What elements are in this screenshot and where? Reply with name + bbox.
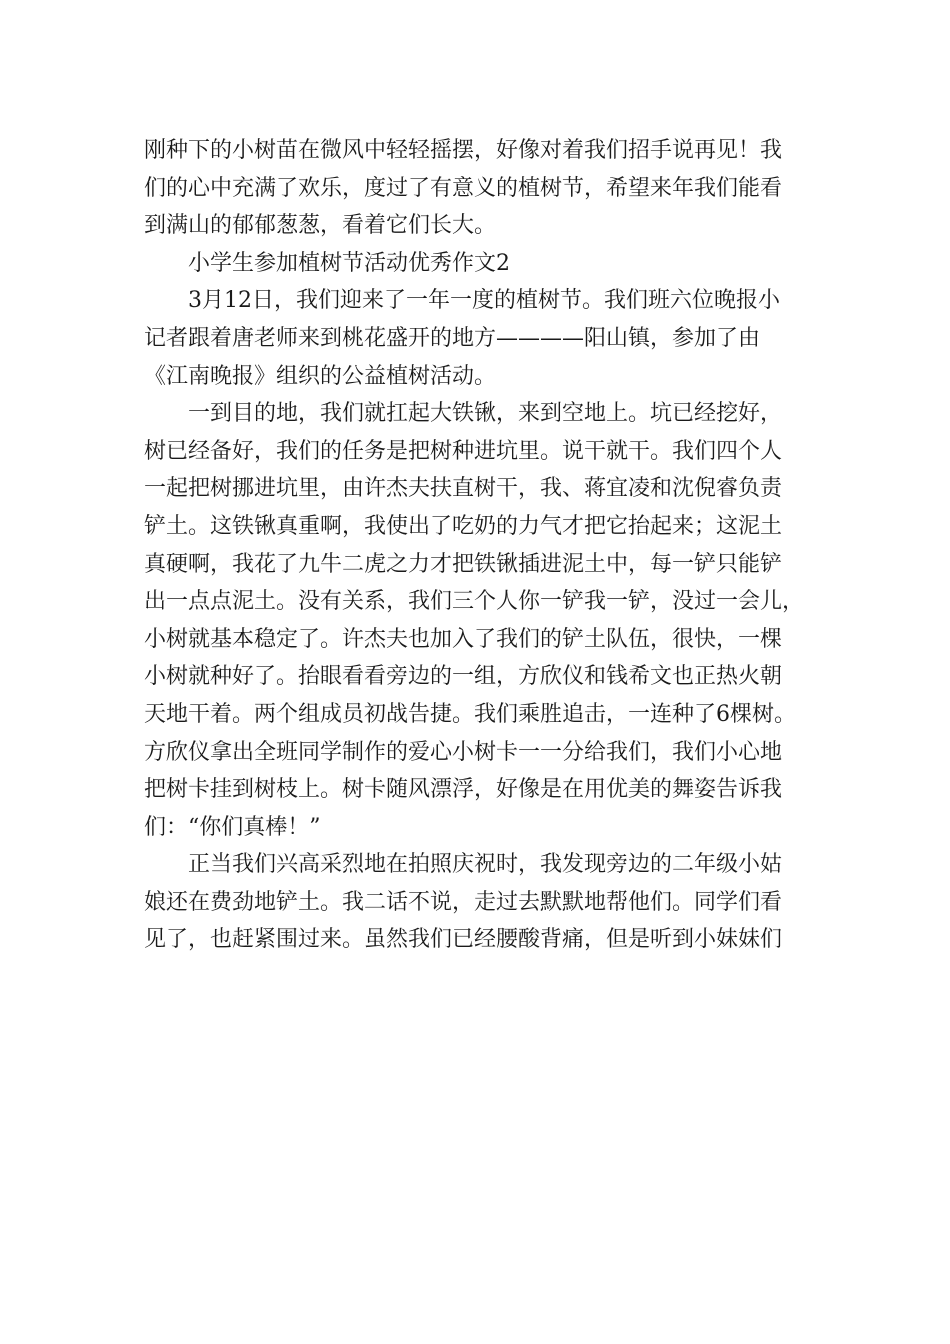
text-line-12: 真硬啊，我花了九牛二虎之力才把铁锹插进泥土中，每一铲只能铲 xyxy=(144,551,783,577)
text-line-21: 娘还在费劲地铲土。我二话不说，走过去默默地帮他们。同学们看 xyxy=(144,889,783,915)
text-line-3: 到满山的郁郁葱葱，看着它们长大。 xyxy=(144,213,497,239)
text-line-14: 小树就基本稳定了。许杰夫也加入了我们的铲土队伍，很快，一棵 xyxy=(144,626,783,652)
text-line-8: 一到目的地，我们就扛起大铁锹，来到空地上。坑已经挖好， xyxy=(144,401,783,427)
text-line-18: 把树卡挂到树枝上。树卡随风漂浮，好像是在用优美的舞姿告诉我 xyxy=(144,777,783,803)
text-line-11: 铲土。这铁锹真重啊，我使出了吃奶的力气才把它抬起来；这泥土 xyxy=(144,513,783,539)
text-line-20: 正当我们兴高采烈地在拍照庆祝时，我发现旁边的二年级小姑 xyxy=(144,852,783,878)
text-line-16: 天地干着。两个组成员初战告捷。我们乘胜追击，一连种了6棵树。 xyxy=(144,701,796,727)
text-line-10: 一起把树挪进坑里，由许杰夫扶直树干，我、蒋宜凌和沈倪睿负责 xyxy=(144,476,783,502)
text-line-2: 们的心中充满了欢乐，度过了有意义的植树节，希望来年我们能看 xyxy=(144,175,783,201)
text-line-13: 出一点点泥土。没有关系，我们三个人你一铲我一铲，没过一会儿， xyxy=(144,589,805,615)
document-body xyxy=(144,132,824,959)
text-line-22: 见了，也赶紧围过来。虽然我们已经腰酸背痛，但是听到小妹妹们 xyxy=(144,927,783,953)
section-heading: 小学生参加植树节活动优秀作文2 xyxy=(144,250,510,276)
text-line-15: 小树就种好了。抬眼看看旁边的一组，方欣仪和钱希文也正热火朝 xyxy=(144,664,783,690)
text-line-9: 树已经备好，我们的任务是把树种进坑里。说干就干。我们四个人 xyxy=(144,438,783,464)
text-line-6: 记者跟着唐老师来到桃花盛开的地方————阳山镇，参加了由 xyxy=(144,325,761,351)
text-line-5: 3月12日，我们迎来了一年一度的植树节。我们班六位晚报小 xyxy=(144,288,780,314)
text-line-17: 方欣仪拿出全班同学制作的爱心小树卡一一分给我们，我们小心地 xyxy=(144,739,783,765)
text-line-19: 们：“你们真棒！” xyxy=(144,814,321,840)
text-line-1: 刚种下的小树苗在微风中轻轻摇摆，好像对着我们招手说再见！我 xyxy=(144,138,783,163)
text-line-7: 《江南晚报》组织的公益植树活动。 xyxy=(144,363,497,389)
